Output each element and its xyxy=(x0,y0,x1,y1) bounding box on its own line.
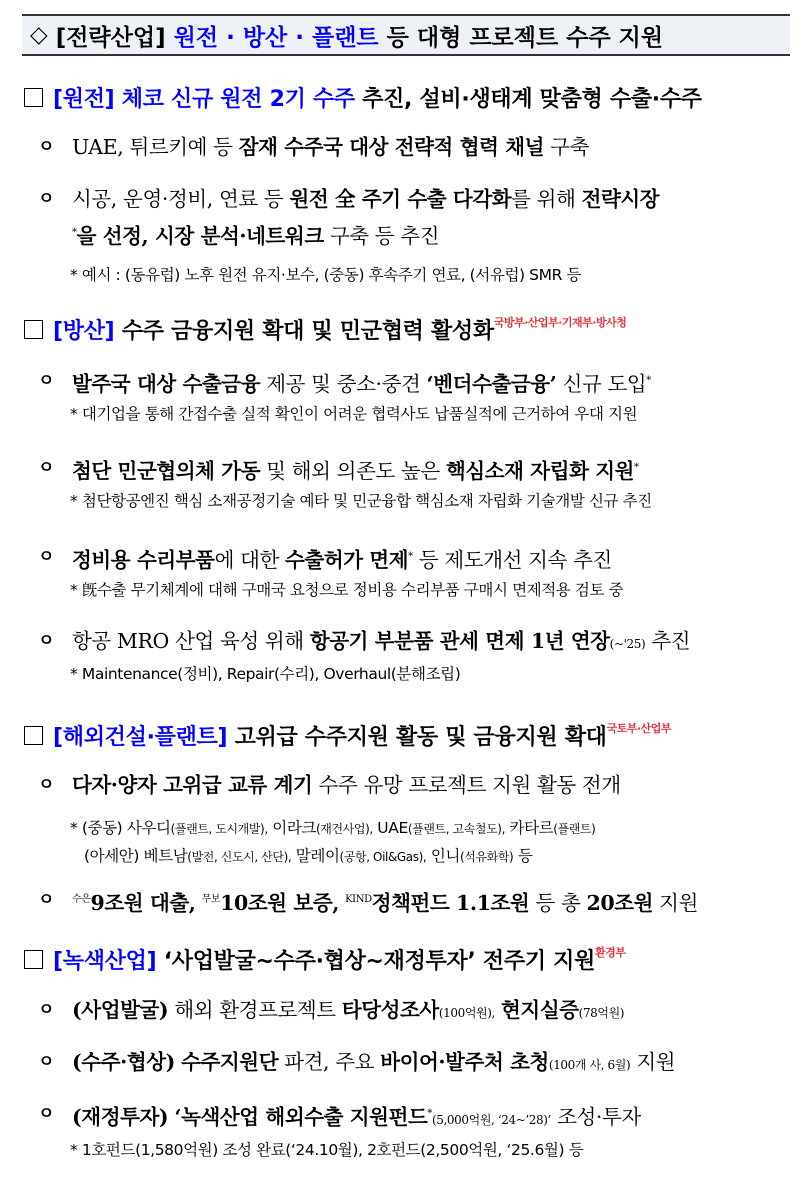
item-text: 지원 xyxy=(659,890,698,915)
item-emphasis: 수주지원단 xyxy=(181,1050,279,1074)
note-prefix: * xyxy=(70,1140,78,1159)
list-item xyxy=(0,1045,805,1082)
footnote-mark: * xyxy=(408,551,413,562)
item-emphasis: 첨단 민군협의체 가동 xyxy=(72,458,261,483)
agency-superscript: 무보 xyxy=(201,894,221,905)
section-title: 고위급 수주지원 활동 및 금융지원 확대 xyxy=(234,725,607,750)
bullet-icon: ㅇ xyxy=(38,1000,55,1020)
note-detail: (플랜트, 고속철도), xyxy=(407,822,505,836)
header-rest: 등 대형 프로젝트 수주 지원 xyxy=(386,24,664,51)
bullet-icon: ㅇ xyxy=(38,775,55,795)
item-emphasis: 발주국 대상 수출금융 xyxy=(72,371,261,396)
item-emphasis: 현지실증 xyxy=(501,998,579,1022)
note-country: 이라크 xyxy=(272,819,317,837)
item-text: 지원 xyxy=(636,1050,676,1074)
item-text: 조성·투자 xyxy=(557,1104,641,1129)
item-emphasis: 정책펀드 1.1조원 xyxy=(371,890,530,915)
agency-superscript: 수은 xyxy=(72,894,91,905)
item-emphasis: 10조원 보증, xyxy=(220,890,339,915)
item-text: 해외 환경프로젝트 xyxy=(174,998,336,1022)
item-text: 신규 도입 xyxy=(562,371,647,396)
bullet-icon: ㅇ xyxy=(38,189,55,209)
green-item-1 xyxy=(0,993,805,1030)
footnote: * Maintenance(정비), Repair(수리), Overhaul(분해조립) xyxy=(70,665,461,683)
note-detail: (플랜트, 도시개발), xyxy=(170,822,268,836)
list-item xyxy=(0,182,805,216)
nuclear-item-2 xyxy=(0,182,805,253)
item-text: 제공 및 중소·중견 xyxy=(266,371,421,396)
list-item xyxy=(0,883,805,920)
item-emphasis: 20조원 xyxy=(586,890,654,915)
bullet-icon: ㅇ xyxy=(38,547,55,567)
section-green xyxy=(0,944,805,975)
footnote: * 旣수출 무기체계에 대해 구매국 요청으로 정비용 수리부품 구매시 면제적용 검토 중 xyxy=(70,580,624,599)
green-item-3 xyxy=(0,1097,805,1164)
footnote-line xyxy=(0,815,805,843)
note-detail: (공항, Oil&Gas), xyxy=(339,850,427,864)
list-item xyxy=(0,624,805,661)
item-text: 등 제도개선 지속 추진 xyxy=(418,547,612,572)
item-text: 구축 등 추진 xyxy=(329,223,440,248)
footnote-mark: * xyxy=(427,1108,432,1119)
item-emphasis: ‘녹색산업 해외수출 지원펀드 xyxy=(174,1104,428,1129)
list-item xyxy=(0,130,805,164)
section-heading xyxy=(0,944,805,975)
note-detail: (석유화학) xyxy=(460,850,514,864)
defense-item-3 xyxy=(0,540,805,604)
section-defense xyxy=(0,314,805,345)
section-tag: [원전] xyxy=(53,87,115,112)
header-tag: [전략산업] xyxy=(55,24,166,51)
note-fund: 1호펀드 xyxy=(81,1140,136,1159)
note-country: 카타르 xyxy=(509,819,554,837)
checkbox-square-icon xyxy=(24,950,43,969)
item-emphasis: 을 선정, 시장 분석·네트워크 xyxy=(76,223,324,248)
header-highlight: 원전 · 방산 · 플랜트 xyxy=(173,24,379,51)
nuclear-item-1 xyxy=(0,130,805,164)
item-detail: (5,000억원, ‘24~’28)’ xyxy=(432,1112,551,1127)
item-text: 에 대한 xyxy=(214,547,279,572)
item-emphasis: 원전 全 주기 수출 다각화 xyxy=(289,187,512,211)
item-text: 시공, 운영·정비, 연료 등 xyxy=(72,187,284,211)
note-country: 베트남 xyxy=(143,847,188,865)
defense-item-4 xyxy=(0,624,805,688)
section-heading xyxy=(0,314,805,345)
list-item xyxy=(0,768,805,802)
section-plant xyxy=(0,720,805,751)
agency-label: 국토부·산업부 xyxy=(606,722,672,735)
note-fund: 2호펀드 xyxy=(367,1140,421,1159)
item-text: 등 총 xyxy=(535,890,581,915)
defense-item-1 xyxy=(0,364,805,428)
section-nuclear xyxy=(0,82,805,113)
note-prefix: (아세안) xyxy=(84,847,140,865)
item-emphasis: 잠재 수주국 대상 전략적 협력 채널 xyxy=(238,135,545,159)
item-text: 구축 xyxy=(550,135,589,159)
note-prefix: * (중동) xyxy=(70,819,123,837)
item-emphasis: (재정투자) xyxy=(72,1104,169,1129)
green-item-2 xyxy=(0,1045,805,1082)
item-emphasis: 핵심소재 자립화 지원 xyxy=(445,458,635,483)
item-emphasis: (사업발굴) xyxy=(72,998,169,1022)
list-item xyxy=(0,540,805,577)
item-text: 파견, 주요 xyxy=(284,1050,375,1074)
footnote-mark: * xyxy=(646,375,651,386)
section-title: 수주 금융지원 확대 및 민군협력 활성화 xyxy=(121,319,494,344)
note-country: UAE xyxy=(377,819,408,837)
section-title: ‘사업발굴~수주·협상~재정투자’ 전주기 지원 xyxy=(163,949,596,974)
list-item xyxy=(0,364,805,401)
footnote-mark: * xyxy=(634,462,639,473)
list-item xyxy=(0,451,805,488)
footnote-mark: * xyxy=(72,227,77,238)
bullet-icon: ㅇ xyxy=(38,137,55,157)
note-country: 말레이 xyxy=(295,847,340,865)
section-heading xyxy=(0,82,805,113)
list-item-continued xyxy=(0,216,805,253)
item-emphasis: 정비용 수리부품 xyxy=(72,547,215,572)
agency-label: 환경부 xyxy=(595,946,626,959)
item-emphasis: ‘벤더수출금융’ xyxy=(426,371,557,396)
checkbox-square-icon xyxy=(24,88,43,107)
plant-finance xyxy=(0,883,805,920)
agency-label: 국방부·산업부·기재부·방사청 xyxy=(493,316,627,329)
footnote-line xyxy=(0,1137,805,1164)
list-item xyxy=(0,1097,805,1137)
note-country: 인니 xyxy=(430,847,460,865)
item-emphasis: 바이어·발주처 초청 xyxy=(380,1050,549,1074)
section-tag: [녹색산업] xyxy=(53,949,157,974)
item-emphasis: 항공기 부분품 관세 면제 1년 연장 xyxy=(309,629,610,653)
item-text: 수주 유망 프로젝트 지원 활동 전개 xyxy=(318,773,621,797)
item-text: UAE, 튀르키예 등 xyxy=(72,135,233,159)
section-tag: [방산] xyxy=(53,319,115,344)
bullet-icon: ㅇ xyxy=(38,631,55,651)
section-title: 추진, 설비·생태계 맞춤형 수출·수주 xyxy=(362,87,702,112)
list-item xyxy=(0,993,805,1030)
plant-note xyxy=(0,815,805,871)
item-detail: (78억원) xyxy=(578,1006,625,1020)
bullet-icon: ㅇ xyxy=(38,890,55,910)
footnote: * 예시 : (동유럽) 노후 원전 유지·보수, (중동) 후속주기 연료, (서유럽) SMR 등 xyxy=(70,266,582,284)
note-detail: (발전, 신도시, 산단), xyxy=(187,850,292,864)
item-emphasis: 수출허가 면제 xyxy=(285,547,409,572)
item-detail: (~'25) xyxy=(609,637,646,651)
nuclear-note xyxy=(0,262,805,289)
checkbox-square-icon xyxy=(24,726,43,745)
item-emphasis: 전략시장 xyxy=(581,187,660,211)
item-text: 및 해외 의존도 높은 xyxy=(266,458,440,483)
note-detail: (2,500억원, ‘25.6월) xyxy=(420,1140,565,1159)
section-tag: [해외건설·플랜트] xyxy=(53,725,228,750)
footnote: * 대기업을 통해 간접수출 실적 확인이 어려운 협력사도 납품실적에 근거하여 우대 지원 xyxy=(70,404,638,423)
checkbox-square-icon xyxy=(24,320,43,339)
bullet-icon: ㅇ xyxy=(38,458,55,478)
item-text: 를 위해 xyxy=(511,187,576,211)
plant-item-1 xyxy=(0,768,805,802)
section-highlight: 체코 신규 원전 2기 수주 xyxy=(121,87,355,112)
item-emphasis: (수주·협상) xyxy=(72,1050,175,1074)
note-detail: (1,580억원) 조성 완료(‘24.10월), xyxy=(135,1140,363,1159)
bullet-icon: ㅇ xyxy=(38,1052,55,1072)
item-text: 추진 xyxy=(651,629,691,653)
item-emphasis: 다자·양자 고위급 교류 계기 xyxy=(72,773,313,797)
note-suffix: 등 xyxy=(517,847,533,865)
item-emphasis: 9조원 대출, xyxy=(90,890,196,915)
item-detail: (100개 사, 6월) xyxy=(548,1058,631,1072)
section-heading xyxy=(0,720,805,751)
item-emphasis: 타당성조사 xyxy=(341,998,439,1022)
footnote-line xyxy=(0,843,805,871)
bullet-icon: ㅇ xyxy=(38,1104,55,1124)
agency-superscript: KIND xyxy=(345,894,372,905)
diamond-icon: ◇ xyxy=(30,22,48,48)
note-detail: (재건사업), xyxy=(316,822,373,836)
header-title-bar xyxy=(22,14,790,56)
item-text: 항공 MRO 산업 육성 위해 xyxy=(72,629,304,653)
footnote: * 첨단항공엔진 핵심 소재공정기술 예타 및 민군융합 핵심소재 자립화 기술개발 신규 추진 xyxy=(70,491,652,510)
bullet-icon: ㅇ xyxy=(38,371,55,391)
note-detail: (플랜트) xyxy=(553,822,596,836)
item-detail: (100억원), xyxy=(438,1006,495,1020)
note-suffix: 등 xyxy=(568,1140,584,1159)
note-country: 사우디 xyxy=(126,819,171,837)
defense-item-2 xyxy=(0,451,805,515)
